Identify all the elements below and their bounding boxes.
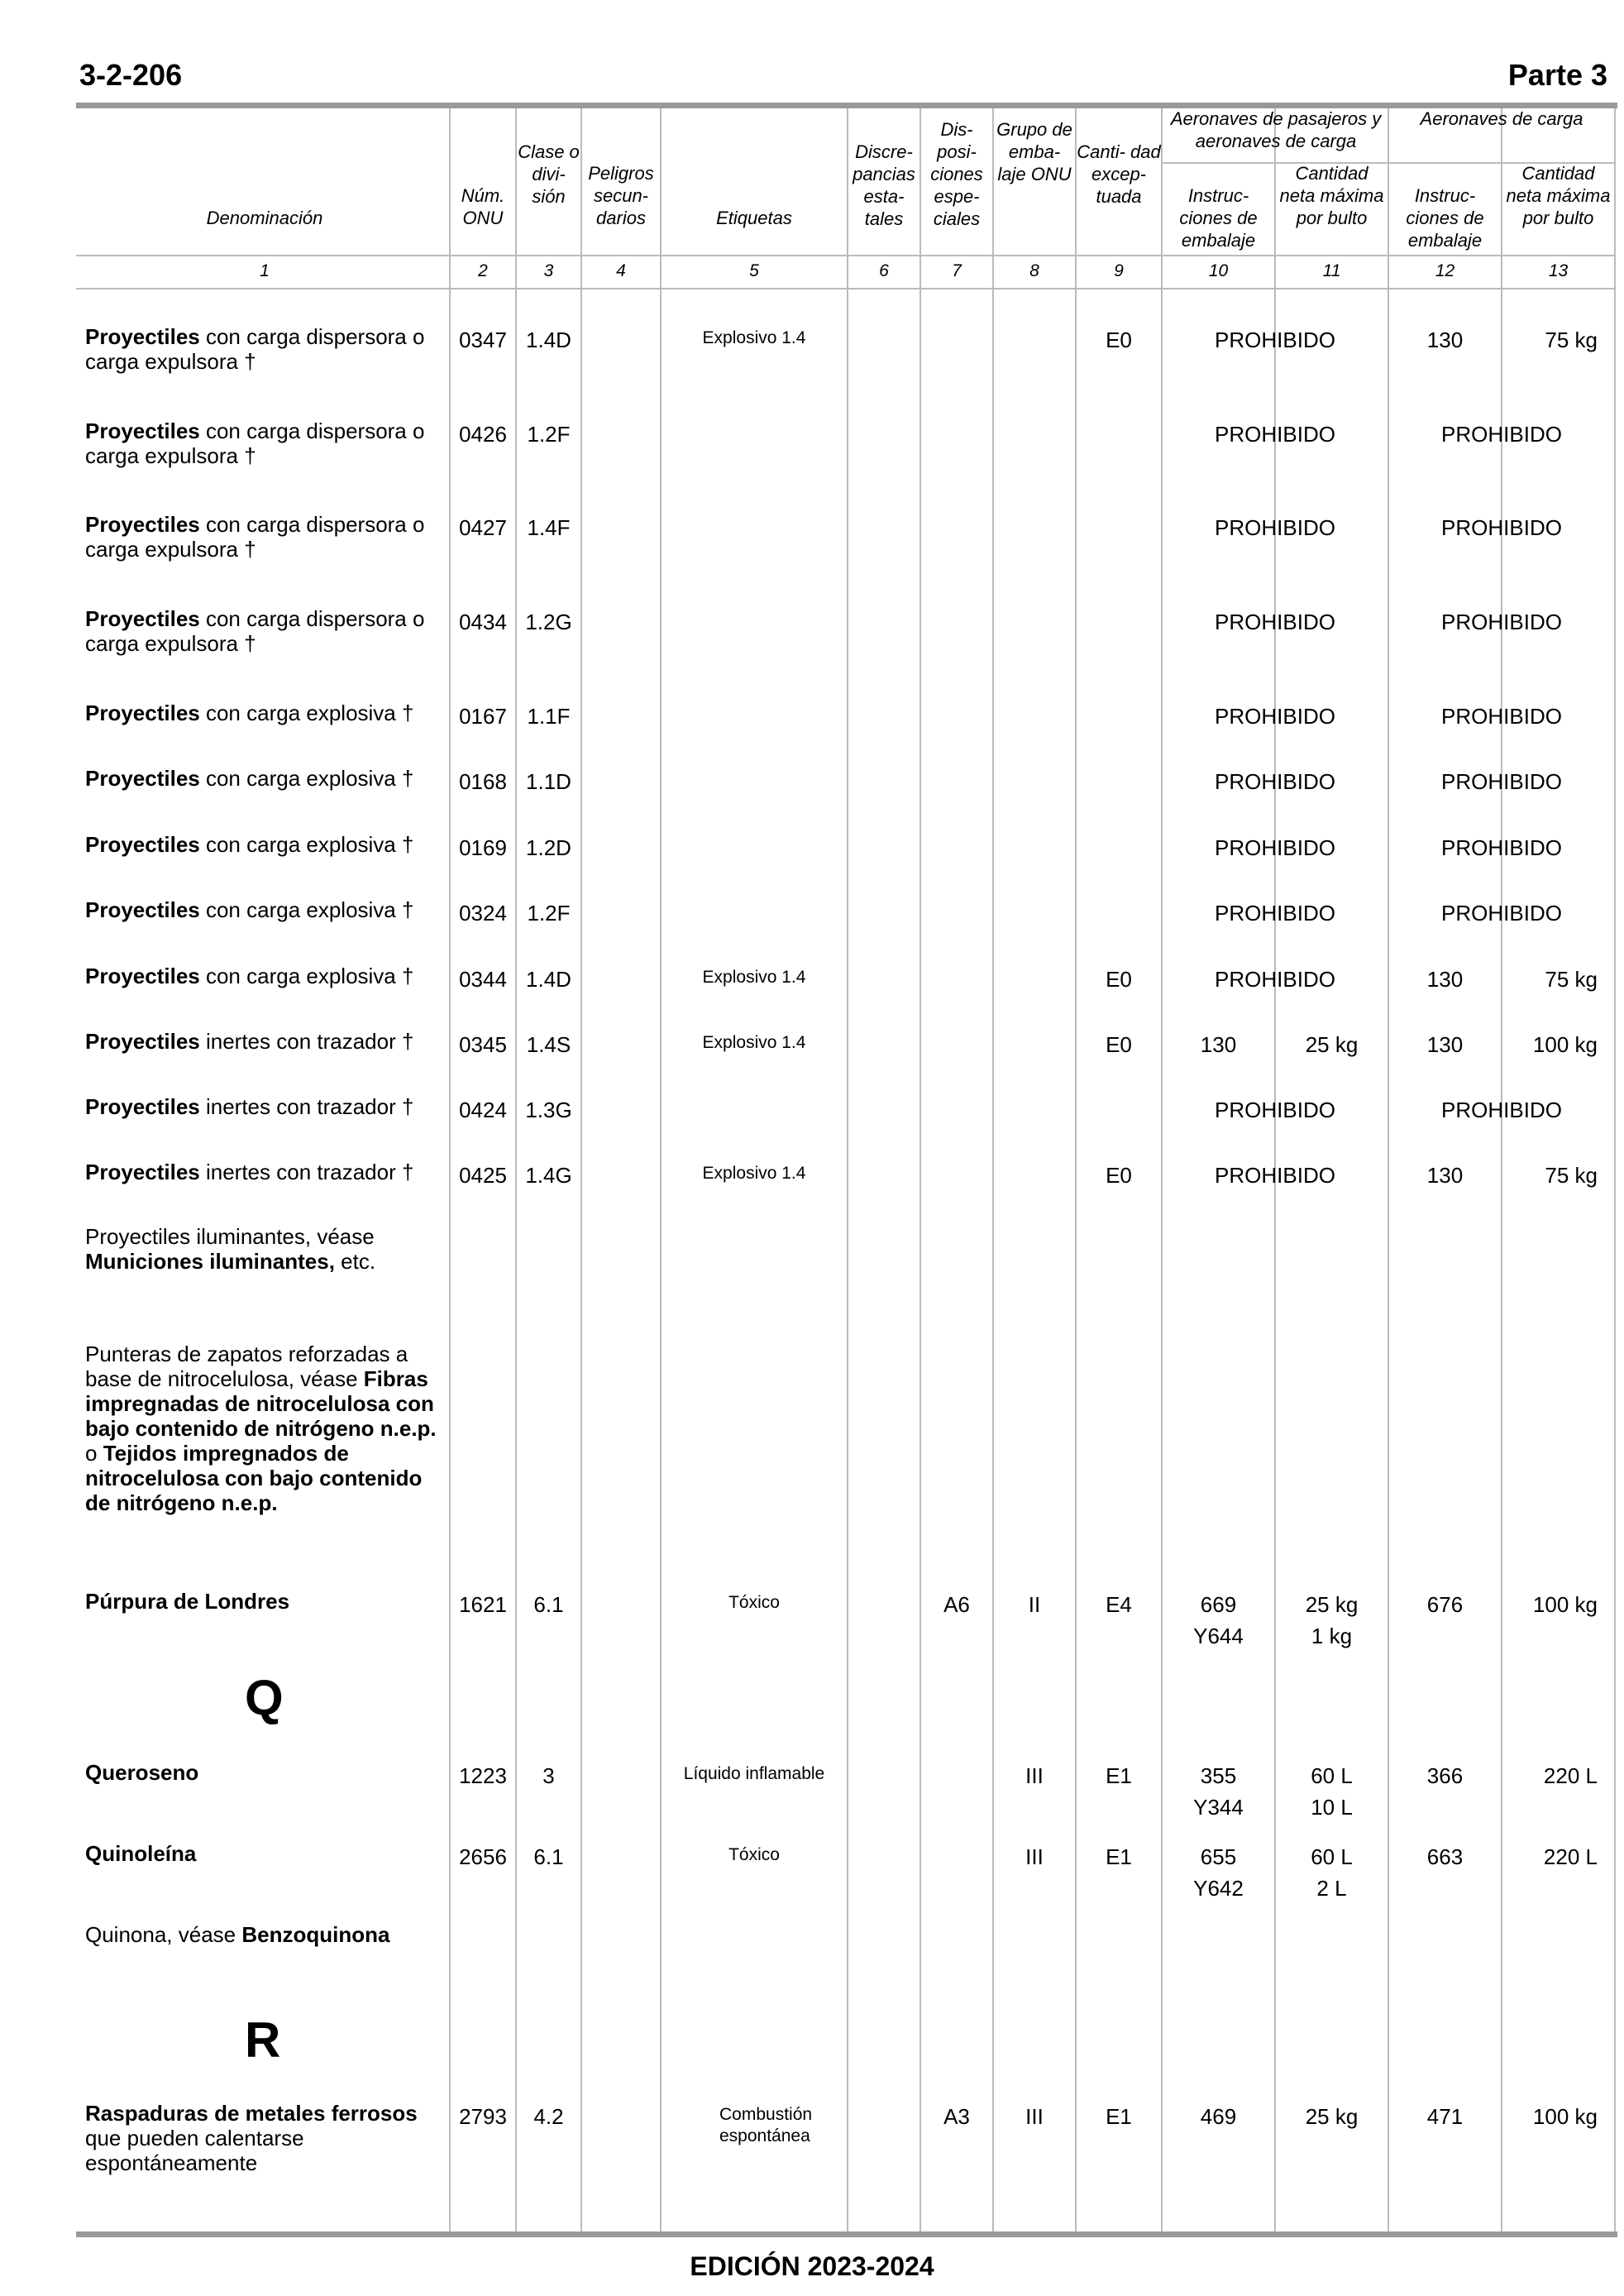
class-division: 1.4D [526,328,571,352]
excepted-quantity: E1 [1106,1844,1132,1869]
col-number: 5 [749,261,759,280]
col-number: 1 [260,261,270,280]
un-number: 0434 [459,610,507,634]
entry-name: Proyectiles con carga explosiva † [85,766,414,791]
qty-cargo: 100 kg [1532,2104,1598,2129]
class-division: 1.4S [526,1032,571,1057]
col-number: 8 [1029,261,1039,280]
section-letter: R [245,2012,281,2068]
qty-passenger: 60 L [1311,1844,1353,1869]
entry-name: Proyectiles inertes con trazador † [85,1094,414,1119]
excepted-quantity: E1 [1106,1763,1132,1788]
entry-name: Quinoleína [85,1841,197,1866]
label: Explosivo 1.4 [702,1033,806,1052]
excepted-quantity: E0 [1106,328,1132,352]
class-division: 1.4F [527,515,571,540]
col-number: 7 [952,261,962,280]
instr-cargo: 130 [1426,967,1464,992]
entry-name: Proyectiles con carga dispersora o carga expulsora † [85,324,425,374]
un-number: 0425 [459,1163,507,1188]
prohibited-cargo: PROHIBIDO [1441,835,1562,860]
cross-reference: Proyectiles iluminantes, véase Municiones iluminantes, etc. [85,1224,376,1274]
qty-passenger-limited: 1 kg [1311,1624,1353,1648]
qty-passenger: 25 kg [1305,1592,1359,1617]
col-number: 9 [1114,261,1124,280]
un-number: 0426 [459,422,507,447]
section-letter: Q [245,1670,284,1725]
col-number: 3 [543,261,554,280]
prohibited-passenger: PROHIBIDO [1215,901,1335,926]
qty-cargo: 220 L [1543,1844,1598,1869]
class-division: 1.1D [526,769,571,794]
prohibited-cargo: PROHIBIDO [1441,704,1562,729]
packing-group: III [1025,2104,1044,2129]
col-divider [847,108,848,2231]
col-discrepancias: Discre- pancias esta- tales [853,141,915,229]
excepted-quantity: E0 [1106,1032,1132,1057]
prohibited-cargo: PROHIBIDO [1441,1098,1562,1122]
un-number: 0344 [459,967,507,992]
col-number: 10 [1208,261,1229,280]
prohibited-passenger: PROHIBIDO [1215,328,1335,352]
col-number: 13 [1548,261,1569,280]
prohibited-cargo: PROHIBIDO [1441,422,1562,447]
prohibited-passenger: PROHIBIDO [1215,1098,1335,1122]
entry-name: Proyectiles inertes con trazador † [85,1160,414,1184]
prohibited-passenger: PROHIBIDO [1215,704,1335,729]
entry-name: Queroseno [85,1760,199,1785]
instr-passenger: 355 [1200,1763,1237,1788]
instr-passenger: 655 [1200,1844,1237,1869]
entry-name: Proyectiles con carga explosiva † [85,701,414,725]
special-provision: A3 [943,2104,970,2129]
entry-name: Proyectiles con carga dispersora o carga expulsora † [85,606,425,656]
qty-passenger: 25 kg [1305,1032,1359,1057]
col-instrucciones-carga: Instruc- ciones de embalaje [1406,185,1484,251]
prohibited-cargo: PROHIBIDO [1441,901,1562,926]
class-division: 1.4D [526,967,571,992]
col-number: 12 [1435,261,1455,280]
prohibited-passenger: PROHIBIDO [1215,422,1335,447]
col-divider [992,108,994,2231]
qty-passenger: 60 L [1311,1763,1353,1788]
instr-passenger-limited: Y644 [1193,1624,1244,1648]
entry-name: Proyectiles con carga explosiva † [85,897,414,922]
entry-name: Proyectiles con carga dispersora o carga expulsora † [85,512,425,562]
instr-cargo: 130 [1426,328,1464,352]
prohibited-cargo: PROHIBIDO [1441,515,1562,540]
instr-passenger-limited: Y642 [1193,1876,1244,1901]
class-division: 1.2G [525,610,572,634]
class-division: 3 [542,1763,555,1788]
instr-cargo: 471 [1426,2104,1464,2129]
entry-name: Proyectiles con carga explosiva † [85,832,414,857]
cross-reference: Punteras de zapatos reforzadas a base de nitrocelulosa, véase Fibras impregnadas de nitrocelulosa con bajo contenido de nitrógeno n.e.p. o Tejidos impregnados de nitrocelulosa con bajo contenido de nitrógeno n.e.p. [85,1342,437,1515]
un-number: 0324 [459,901,507,926]
col-cantidad-exceptuada: Canti- dad excep- tuada [1077,141,1161,207]
prohibited-passenger: PROHIBIDO [1215,835,1335,860]
un-number: 0424 [459,1098,507,1122]
label: Combustión espontánea [719,2105,813,2145]
instr-passenger: 130 [1200,1032,1237,1057]
un-number: 0345 [459,1032,507,1057]
entry-name: Proyectiles con carga explosiva † [85,964,414,988]
label: Tóxico [728,1593,780,1612]
un-number: 1621 [459,1592,507,1617]
class-division: 1.2F [527,901,571,926]
edition-footer: EDICIÓN 2023-2024 [690,2251,934,2281]
label: Explosivo 1.4 [702,328,806,347]
label: Explosivo 1.4 [702,1164,806,1183]
col-disposiciones: Dis- posi- ciones espe- ciales [930,119,983,229]
col-number: 6 [879,261,889,280]
col-peligros: Peligros secun- darios [588,163,654,228]
prohibited-passenger: PROHIBIDO [1215,769,1335,794]
col-clase: Clase o divi- sión [518,141,580,207]
un-number: 2656 [459,1844,507,1869]
packing-group: II [1028,1592,1041,1617]
qty-passenger-limited: 2 L [1316,1876,1347,1901]
un-number: 0168 [459,769,507,794]
special-provision: A6 [943,1592,970,1617]
group-pasajeros: Aeronaves de pasajeros y aeronaves de carga [1170,108,1382,151]
prohibited-cargo: PROHIBIDO [1441,610,1562,634]
header-number-rule [76,288,1614,289]
un-number: 0167 [459,704,507,729]
col-divider [580,108,582,2231]
un-number: 0427 [459,515,507,540]
instr-cargo: 676 [1426,1592,1464,1617]
instr-cargo: 663 [1426,1844,1464,1869]
col-number: 11 [1322,261,1341,280]
un-number: 0169 [459,835,507,860]
col-number: 2 [478,261,488,280]
packing-group: III [1025,1844,1044,1869]
bottom-rule [76,2231,1617,2237]
header-rule [76,255,1614,256]
qty-passenger: 25 kg [1305,2104,1359,2129]
excepted-quantity: E1 [1106,2104,1132,2129]
cross-reference: Quinona, véase Benzoquinona [85,1922,390,1947]
col-number: 4 [616,261,626,280]
class-division: 1.2D [526,835,571,860]
prohibited-passenger: PROHIBIDO [1215,1163,1335,1188]
class-division: 1.1F [527,704,571,729]
qty-cargo: 100 kg [1532,1032,1598,1057]
instr-passenger: 669 [1200,1592,1237,1617]
col-etiquetas: Etiquetas [716,208,792,228]
un-number: 1223 [459,1763,507,1788]
class-division: 1.3G [525,1098,572,1122]
prohibited-passenger: PROHIBIDO [1215,515,1335,540]
label: Explosivo 1.4 [702,968,806,987]
qty-passenger-limited: 10 L [1311,1795,1353,1820]
qty-cargo: 75 kg [1545,328,1598,352]
instr-cargo: 130 [1426,1032,1464,1057]
col-num-onu: Núm. ONU [461,185,505,228]
class-division: 1.2F [527,422,571,447]
page-number: 3-2-206 [79,58,183,92]
qty-cargo: 75 kg [1545,1163,1598,1188]
qty-cargo: 220 L [1543,1763,1598,1788]
entry-name: Proyectiles con carga dispersora o carga expulsora † [85,419,425,468]
col-cantidad-carga: Cantidad neta máxima por bulto [1506,163,1611,228]
instr-cargo: 130 [1426,1163,1464,1188]
prohibited-passenger: PROHIBIDO [1215,610,1335,634]
class-division: 6.1 [533,1844,564,1869]
prohibited-passenger: PROHIBIDO [1215,967,1335,992]
qty-cargo: 75 kg [1545,967,1598,992]
excepted-quantity: E4 [1106,1592,1132,1617]
un-number: 0347 [459,328,507,352]
entry-name: Proyectiles inertes con trazador † [85,1029,414,1054]
prohibited-cargo: PROHIBIDO [1441,769,1562,794]
excepted-quantity: E0 [1106,1163,1132,1188]
class-division: 4.2 [533,2104,564,2129]
label: Tóxico [728,1845,780,1864]
instr-passenger-limited: Y344 [1193,1795,1244,1820]
instr-passenger: 469 [1200,2104,1237,2129]
un-number: 2793 [459,2104,507,2129]
class-division: 6.1 [533,1592,564,1617]
col-instrucciones-pas: Instruc- ciones de embalaje [1179,185,1258,251]
col-grupo: Grupo de emba- laje ONU [996,119,1072,184]
excepted-quantity: E0 [1106,967,1132,992]
col-divider [1614,108,1616,2231]
col-cantidad-pas: Cantidad neta máxima por bulto [1279,163,1384,228]
group-carga: Aeronaves de carga [1420,108,1583,129]
entry-name: Púrpura de Londres [85,1589,290,1614]
col-divider [919,108,921,2231]
label: Líquido inflamable [683,1764,825,1783]
packing-group: III [1025,1763,1044,1788]
col-denominacion: Denominación [206,208,323,228]
qty-cargo: 100 kg [1532,1592,1598,1617]
class-division: 1.4G [525,1163,572,1188]
part-label: Parte 3 [1507,58,1607,92]
instr-cargo: 366 [1426,1763,1464,1788]
entry-name: Raspaduras de metales ferrosos que pueden calentarse espontáneamente [85,2101,418,2175]
